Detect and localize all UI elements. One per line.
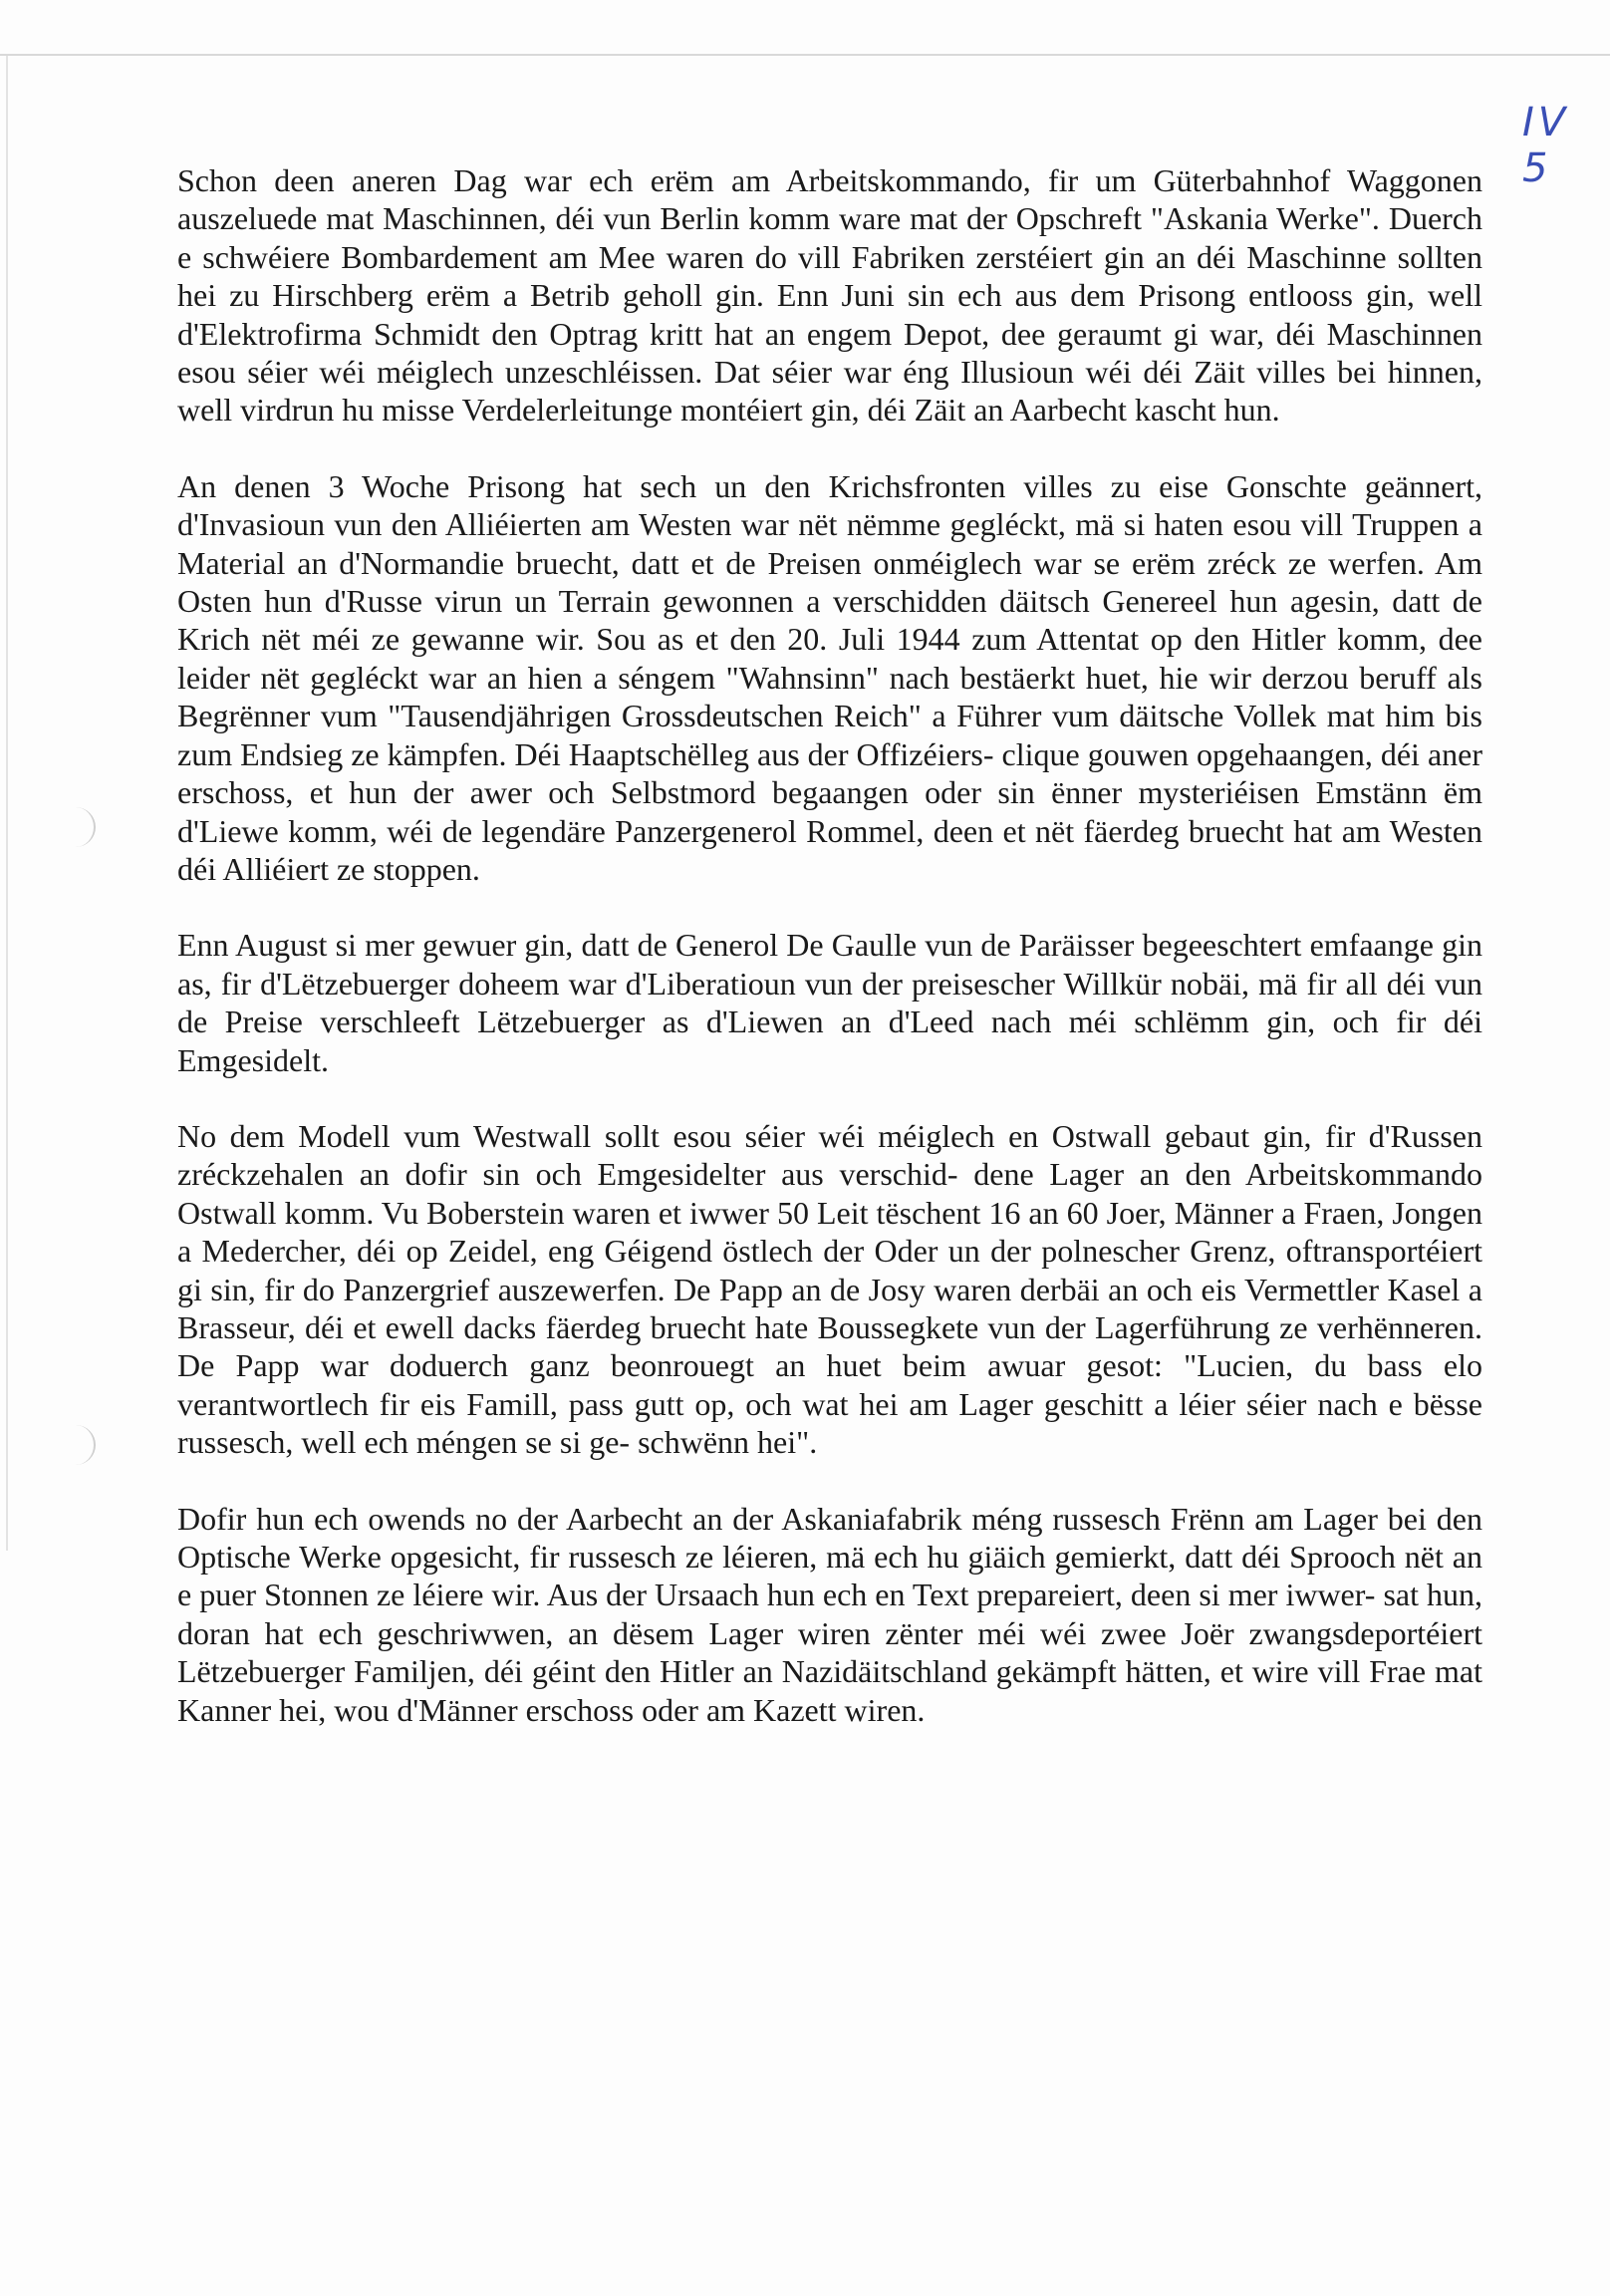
paragraph-3: Enn August si mer gewuer gin, datt de Generol De Gaulle vun de Paräisser begeeschtert emfaange gin as, fir d'Lëtzebuerger doheem war d'Liberatioun vun der preisescher Willkür nobäi, mä fir all déi vun de Preise verschleeft Lëtzebuerger as d'Liewen an d'Leed nach méi schlëmm gin, och fir déi Emgesidelt. (177, 927, 1482, 1078)
punch-hole-mark (72, 807, 96, 847)
punch-hole-mark (72, 1425, 96, 1465)
document-body (177, 161, 1482, 1767)
paragraph-4: No dem Modell vum Westwall sollt esou séier wéi méiglech en Ostwall gebaut gin, fir d'Russen zréckzehalen an dofir sin och Emgesidelter aus verschid- dene Lager an den Arbeitskommando Ostwall komm. Vu Boberstein waren et iwwer 50 Leit tëschent 16 an 60 Joer, Männer a Fraen, Jongen a Medercher, déi op Zeidel, eng Géigend östlech der Oder un der polnescher Grenz, oftransportéiert gi sin, fir do Panzergrief auszewerfen. De Papp an de Josy waren derbäi an och eis Vermettler Kasel a Brasseur, déi et ewell dacks fäerdeg bruecht hate Boussegkete vun der Lagerführung ze verhënneren. De Papp war doduerch ganz beonrouegt an huet beim awuar gesot: "Lucien, du bass elo verantwortlech fir eis Famill, pass gutt op, och wat hei am Lager geschitt a léier séier nach e bësse russesch, well ech méngen se si ge- schwënn hei". (177, 1117, 1482, 1461)
paper-top-edge (0, 54, 1610, 56)
paragraph-5: Dofir hun ech owends no der Aarbecht an der Askaniafabrik méng russesch Frënn am Lager bei den Optische Werke opgesicht, fir russesch ze léieren, mä ech hu giäich gemierkt, datt déi Sprooch nët an e puer Stonnen ze léiere wir. Aus der Ursaach hun ech en Text prepareiert, deen si mer iwwer- sat hun, doran hat ech geschriwwen, an dësem Lager wiren zënter méi wéi zwee Joër zwangsdeportéiert Lëtzebuerger Familjen, déi géint den Hitler an Nazidäitschland gekämpft hätten, et wire vill Frae mat Kanner hei, wou d'Männer erschoss oder am Kazett wiren. (177, 1500, 1482, 1728)
paragraph-1: Schon deen aneren Dag war ech erëm am Arbeitskommando, fir um Güterbahnhof Waggonen auszeluede mat Maschinnen, déi vun Berlin komm ware mat der Opschreft "Askania Werke". Duerch e schwéiere Bombardement am Mee waren do vill Fabriken zerstéiert gin an déi Maschinne sollten hei zu Hirschberg erëm a Betrib geholl gin. Enn Juni sin ech aus dem Prisong entlooss gin, well d'Elektrofirma Schmidt den Optrag kritt hat an engem Depot, dee geraumt gi war, déi Maschinnen esou séier wéi méiglech unzeschléissen. Dat séier war éng Illusioun wéi déi Zäit villes bei hinnen, well virdrun hu misse Verdelerleitunge montéiert gin, déi Zäit an Aarbecht kascht hun. (177, 162, 1482, 429)
handwritten-page-number: IV 5 (1522, 100, 1570, 191)
paragraph-2: An denen 3 Woche Prisong hat sech un den Krichsfronten villes zu eise Gonschte geännert, d'Invasioun vun den Alliéierten am Westen war nët nëmme gegléckt, mä si haten esou vill Truppen a Material an d'Normandie bruecht, datt et de Preisen onméiglech war se erëm zréck ze werfen. Am Osten hun d'Russe virun un Terrain gewonnen a verschidden däitsch Genereel hun agesin, datt de Krich nët méi ze gewanne wir. Sou as et den 20. Juli 1944 zum Attentat op den Hitler komm, dee leider nët gegléckt war an hien a séngem "Wahnsinn" nach bestäerkt huet, hie wir derzou beruff als Begrënner vum "Tausendjährigen Grossdeutschen Reich" a Führer vum däitsche Vollek mat him bis zum Endsieg ze kämpfen. Déi Haaptschëlleg aus der Offizéiers- clique gouwen opgehaangen, déi aner erschoss, et hun der awer och Selbstmord begaangen oder sin ënner mysteriéisen Emstänn ëm d'Liewe komm, wéi de legendäre Panzergenerol Rommel, deen et nët fäerdeg bruecht hat am Westen déi Alliéiert ze stoppen. (177, 467, 1482, 887)
paper-left-edge (6, 56, 8, 1551)
